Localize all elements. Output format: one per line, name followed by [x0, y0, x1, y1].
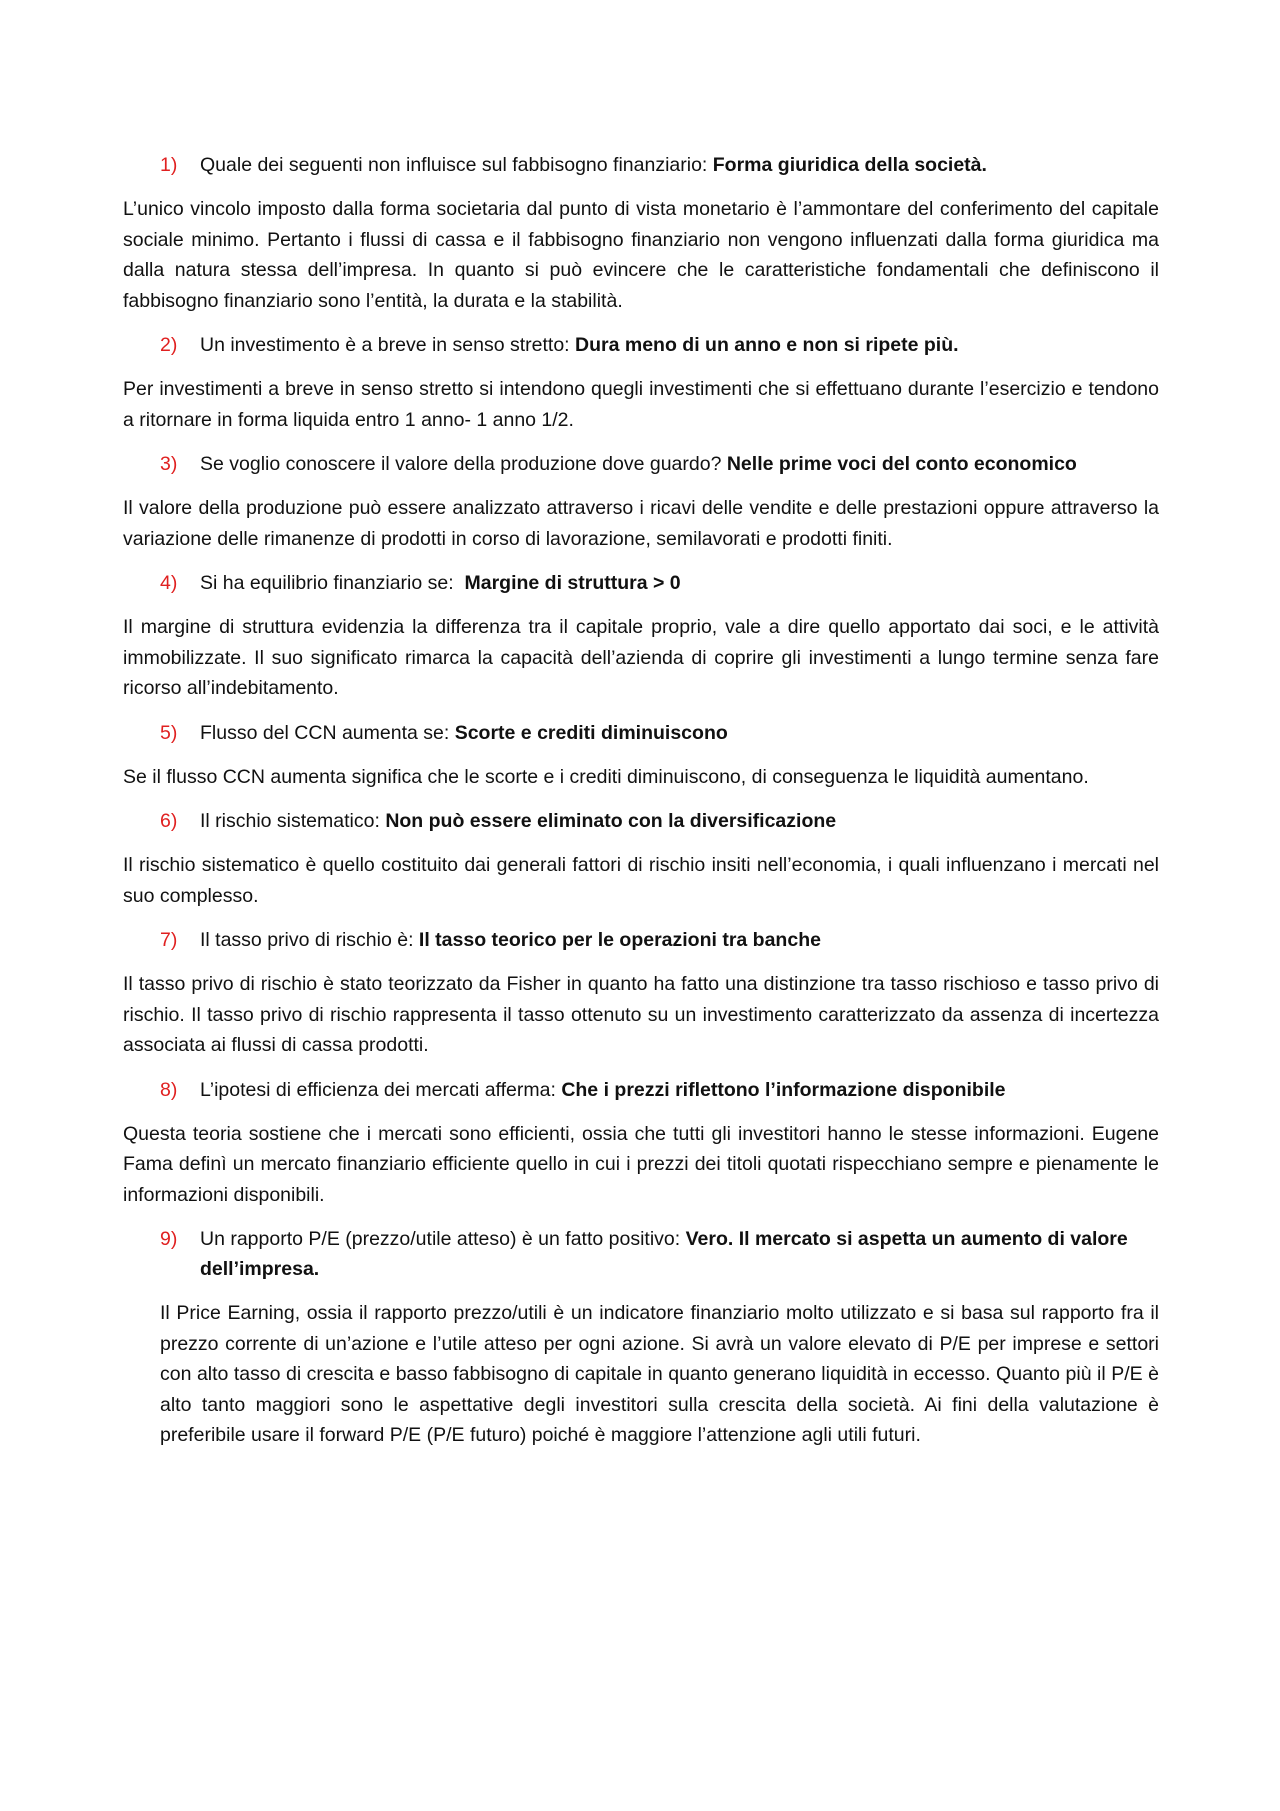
question-answer: Vero. Il mercato si aspetta un aumento di valore dell’impresa. [200, 1228, 1128, 1280]
question-number: 5) [160, 721, 178, 744]
question-8 [123, 1075, 1159, 1105]
explanation-3: Il valore della produzione può essere analizzato attraverso i ricavi delle vendite e delle prestazioni oppure attraverso la variazione delle rimanenze di prodotti in corso di lavorazione, semilavorati e prodotti finiti. [123, 497, 1159, 550]
question-text [200, 330, 1159, 360]
explanation-4: Il margine di struttura evidenzia la differenza tra il capitale proprio, vale a dire quello apportato dai soci, e le attività immobilizzate. Il suo significato rimarca la capacità dell’azienda di coprire gli investimenti a lungo termine senza fare ricorso all’indebitamento. [123, 616, 1159, 699]
explanation-5: Se il flusso CCN aumenta significa che le scorte e i crediti diminuiscono, di conseguenza le liquidità aumentano. [123, 765, 1089, 788]
question-prompt: Il tasso privo di rischio è: [200, 929, 419, 951]
question-text [200, 150, 1159, 180]
question-text [200, 1224, 1159, 1284]
question-number: 2) [160, 334, 178, 356]
question-answer: Dura meno di un anno e non si ripete più. [575, 334, 959, 356]
question-6 [123, 806, 1159, 836]
question-text [200, 449, 1159, 479]
question-text [200, 1075, 1159, 1105]
question-text [200, 568, 1159, 598]
question-prompt: Un rapporto P/E (prezzo/utile atteso) è un fatto positivo: [200, 1228, 686, 1250]
question-prompt: Se voglio conoscere il valore della produzione dove guardo? [200, 453, 727, 475]
question-4 [123, 568, 1159, 598]
explanation-8: Questa teoria sostiene che i mercati sono efficienti, ossia che tutti gli investitori hanno le stesse informazioni. Eugene Fama definì un mercato finanziario efficiente quello in cui i prezzi dei titoli quotati rispecchiano sempre e pienamente le informazioni disponibili. [123, 1122, 1159, 1206]
question-number: 1) [160, 154, 178, 176]
question-answer: Margine di struttura > 0 [464, 572, 681, 594]
question-prompt: Il rischio sistematico: [200, 810, 386, 832]
question-prompt: Quale dei seguenti non influisce sul fabbisogno finanziario: [200, 154, 713, 176]
question-2 [123, 330, 1159, 360]
question-prompt: Flusso del CCN aumenta se: [200, 721, 455, 744]
question-answer: Scorte e crediti diminuiscono [454, 721, 728, 744]
question-number: 6) [160, 810, 178, 832]
question-7 [123, 925, 1159, 955]
explanation-9: Il Price Earning, ossia il rapporto prezzo/utili è un indicatore finanziario molto utilizzato e si basa sul rapporto fra il prezzo corrente di un’azione e l’utile atteso per ogni azione. Si avrà un valore elevato di P/E per imprese e settori con alto tasso di crescita e basso fabbisogno di capitale in quanto generano liquidità in eccesso. Quanto più il P/E è alto tanto maggiori sono le aspettative degli investitori sulla crescita della società. Ai fini della valutazione è preferibile usare il forward P/E (P/E futuro) poiché è maggiore l’attenzione agli utili futuri. [160, 1302, 1159, 1446]
question-prompt: Si ha equilibrio finanziario se: [200, 572, 465, 594]
explanation-2: Per investimenti a breve in senso stretto si intendono quegli investimenti che si effettuano durante l’esercizio e tendono a ritornare in forma liquida entro 1 anno- 1 anno 1/2. [123, 378, 1159, 431]
question-number: 4) [160, 572, 178, 594]
question-text [200, 806, 1159, 836]
explanation-7: Il tasso privo di rischio è stato teorizzato da Fisher in quanto ha fatto una distinzione tra tasso rischioso e tasso privo di rischio. Il tasso privo di rischio rappresenta il tasso ottenuto su un investimento caratterizzato da assenza di incertezza associata ai flussi di cassa prodotti. [123, 973, 1159, 1056]
question-number: 8) [160, 1078, 178, 1101]
question-text [200, 925, 1159, 955]
question-number: 7) [160, 929, 178, 951]
question-5 [123, 718, 1159, 748]
question-answer: Non può essere eliminato con la diversificazione [385, 810, 837, 832]
question-prompt: L’ipotesi di efficienza dei mercati afferma: [200, 1078, 562, 1101]
question-1 [123, 150, 1159, 180]
question-answer: Il tasso teorico per le operazioni tra banche [418, 929, 821, 951]
question-answer: Che i prezzi riflettono l’informazione disponibile [561, 1078, 1006, 1101]
document-page [123, 150, 1159, 1465]
question-prompt: Un investimento è a breve in senso stretto: [200, 334, 576, 356]
question-answer: Nelle prime voci del conto economico [726, 453, 1077, 475]
explanation-6: Il rischio sistematico è quello costituito dai generali fattori di rischio insiti nell’economia, i quali influenzano i mercati nel suo complesso. [123, 854, 1159, 907]
question-number: 3) [160, 453, 178, 475]
explanation-1: L’unico vincolo imposto dalla forma societaria dal punto di vista monetario è l’ammontare del conferimento del capitale sociale minimo. Pertanto i flussi di cassa e il fabbisogno finanziario non vengono influenzati dalla forma giuridica ma dalla natura stessa dell’impresa. In quanto si può evincere che le caratteristiche fondamentali che definiscono il fabbisogno finanziario sono l’entità, la durata e la stabilità. [123, 198, 1159, 312]
question-text [200, 718, 1159, 748]
question-9 [123, 1224, 1159, 1284]
question-3 [123, 449, 1159, 479]
question-answer: Forma giuridica della società. [712, 154, 987, 176]
question-number: 9) [160, 1228, 178, 1250]
